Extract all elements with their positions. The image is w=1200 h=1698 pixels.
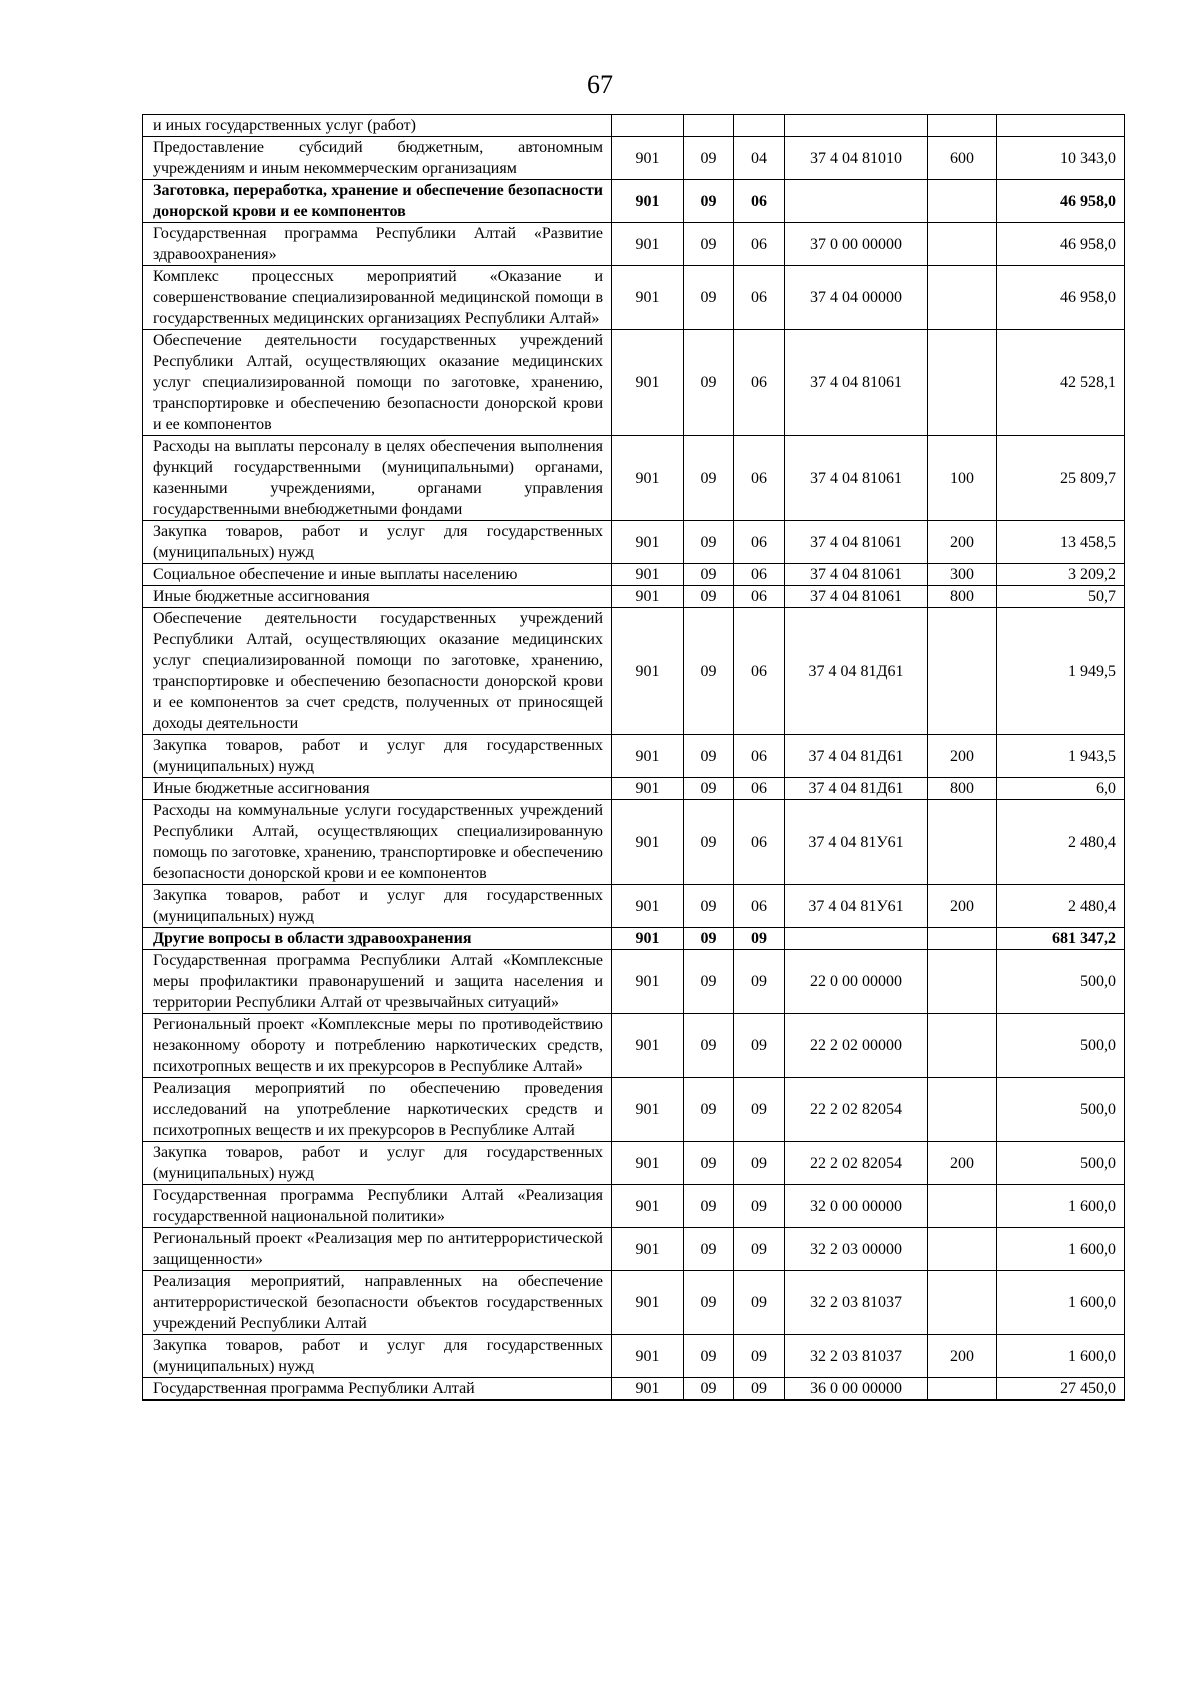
row-subsection-code: 06 (734, 778, 785, 800)
row-amount: 1 600,0 (997, 1271, 1125, 1335)
table-row (143, 1378, 1125, 1401)
row-ved-code: 901 (612, 436, 684, 521)
row-target-article: 37 4 04 81У61 (785, 885, 928, 928)
row-expense-type (928, 180, 997, 223)
row-expense-type (928, 1185, 997, 1228)
row-name: Иные бюджетные ассигнования (143, 778, 612, 800)
row-expense-type (928, 115, 997, 137)
row-expense-type: 200 (928, 735, 997, 778)
table-row (143, 1228, 1125, 1271)
row-subsection-code: 09 (734, 1228, 785, 1271)
row-target-article: 36 0 00 00000 (785, 1378, 928, 1401)
row-expense-type (928, 1378, 997, 1401)
row-subsection-code: 09 (734, 1142, 785, 1185)
row-amount: 500,0 (997, 950, 1125, 1014)
row-target-article: 22 0 00 00000 (785, 950, 928, 1014)
row-section-code: 09 (684, 800, 734, 885)
row-amount: 42 528,1 (997, 330, 1125, 436)
row-ved-code: 901 (612, 778, 684, 800)
row-section-code: 09 (684, 928, 734, 950)
row-amount: 25 809,7 (997, 436, 1125, 521)
row-section-code: 09 (684, 223, 734, 266)
table-row (143, 1142, 1125, 1185)
table-row (143, 928, 1125, 950)
row-name: Государственная программа Республики Алтай «Развитие здравоохранения» (143, 223, 612, 266)
row-section-code: 09 (684, 1078, 734, 1142)
row-name: Расходы на выплаты персоналу в целях обеспечения выполнения функций государственными (муниципальными) органами, казенными учреждениями, органами управления государственными внебюджетными фондами (143, 436, 612, 521)
row-amount: 46 958,0 (997, 266, 1125, 330)
row-target-article (785, 180, 928, 223)
row-amount: 500,0 (997, 1014, 1125, 1078)
row-ved-code: 901 (612, 223, 684, 266)
row-subsection-code: 09 (734, 1014, 785, 1078)
row-name: Государственная программа Республики Алтай «Комплексные меры профилактики правонарушений и защита населения и территории Республики Алтай от чрезвычайных ситуаций» (143, 950, 612, 1014)
row-section-code: 09 (684, 735, 734, 778)
row-section-code: 09 (684, 778, 734, 800)
row-subsection-code: 09 (734, 1271, 785, 1335)
row-subsection-code: 06 (734, 564, 785, 586)
row-section-code: 09 (684, 137, 734, 180)
row-ved-code: 901 (612, 564, 684, 586)
row-expense-type: 200 (928, 885, 997, 928)
row-expense-type: 200 (928, 521, 997, 564)
table-row (143, 1078, 1125, 1142)
row-section-code: 09 (684, 1014, 734, 1078)
row-amount: 500,0 (997, 1078, 1125, 1142)
row-subsection-code: 06 (734, 180, 785, 223)
row-ved-code: 901 (612, 950, 684, 1014)
row-amount: 1 943,5 (997, 735, 1125, 778)
row-section-code: 09 (684, 1335, 734, 1378)
row-expense-type: 200 (928, 1335, 997, 1378)
row-amount: 3 209,2 (997, 564, 1125, 586)
row-amount: 1 600,0 (997, 1185, 1125, 1228)
budget-table (142, 114, 1125, 1401)
row-name: Расходы на коммунальные услуги государственных учреждений Республики Алтай, осуществляющих специализированную помощь по заготовке, хранению, транспортировке и обеспечению безопасности донорской крови и ее компонентов (143, 800, 612, 885)
row-section-code: 09 (684, 1142, 734, 1185)
row-ved-code: 901 (612, 608, 684, 735)
row-ved-code: 901 (612, 137, 684, 180)
row-section-code: 09 (684, 1271, 734, 1335)
row-section-code: 09 (684, 180, 734, 223)
row-target-article: 37 4 04 81061 (785, 521, 928, 564)
row-subsection-code: 06 (734, 885, 785, 928)
row-subsection-code: 06 (734, 223, 785, 266)
row-target-article: 22 2 02 00000 (785, 1014, 928, 1078)
row-name: Заготовка, переработка, хранение и обеспечение безопасности донорской крови и ее компонентов (143, 180, 612, 223)
row-name: Закупка товаров, работ и услуг для государственных (муниципальных) нужд (143, 1142, 612, 1185)
row-subsection-code (734, 115, 785, 137)
row-target-article: 37 4 04 81010 (785, 137, 928, 180)
row-ved-code: 901 (612, 885, 684, 928)
row-expense-type (928, 223, 997, 266)
row-ved-code: 901 (612, 180, 684, 223)
row-section-code: 09 (684, 1378, 734, 1401)
row-expense-type (928, 928, 997, 950)
row-ved-code: 901 (612, 1142, 684, 1185)
row-name: Государственная программа Республики Алтай «Реализация государственной национальной политики» (143, 1185, 612, 1228)
row-ved-code: 901 (612, 1078, 684, 1142)
row-subsection-code: 04 (734, 137, 785, 180)
row-name: Другие вопросы в области здравоохранения (143, 928, 612, 950)
row-subsection-code: 06 (734, 521, 785, 564)
row-amount: 46 958,0 (997, 180, 1125, 223)
row-amount: 6,0 (997, 778, 1125, 800)
row-target-article: 37 4 04 81061 (785, 330, 928, 436)
row-target-article: 32 2 03 00000 (785, 1228, 928, 1271)
row-target-article: 37 4 04 81061 (785, 586, 928, 608)
row-name: Закупка товаров, работ и услуг для государственных (муниципальных) нужд (143, 735, 612, 778)
table-row (143, 608, 1125, 735)
row-expense-type (928, 800, 997, 885)
row-subsection-code: 09 (734, 1378, 785, 1401)
row-target-article: 32 2 03 81037 (785, 1335, 928, 1378)
row-amount: 50,7 (997, 586, 1125, 608)
row-name: Реализация мероприятий по обеспечению проведения исследований на употребление наркотических средств и психотропных веществ и их прекурсоров в Республике Алтай (143, 1078, 612, 1142)
table-row (143, 436, 1125, 521)
row-ved-code: 901 (612, 735, 684, 778)
row-target-article: 37 4 04 81Д61 (785, 735, 928, 778)
table-row (143, 115, 1125, 137)
row-section-code: 09 (684, 1185, 734, 1228)
row-section-code: 09 (684, 564, 734, 586)
row-name: Комплекс процессных мероприятий «Оказание и совершенствование специализированной медицинской помощи в государственных медицинских организациях Республики Алтай» (143, 266, 612, 330)
row-name: Реализация мероприятий, направленных на обеспечение антитеррористической безопасности объектов государственных учреждений Республики Алтай (143, 1271, 612, 1335)
row-target-article: 37 4 04 81061 (785, 436, 928, 521)
table-row (143, 564, 1125, 586)
row-amount: 681 347,2 (997, 928, 1125, 950)
row-section-code: 09 (684, 885, 734, 928)
row-target-article: 22 2 02 82054 (785, 1142, 928, 1185)
row-ved-code: 901 (612, 928, 684, 950)
row-amount: 27 450,0 (997, 1378, 1125, 1401)
table-row (143, 885, 1125, 928)
row-expense-type: 200 (928, 1142, 997, 1185)
row-target-article: 37 4 04 81061 (785, 564, 928, 586)
row-name: Региональный проект «Комплексные меры по противодействию незаконному обороту и потреблению наркотических средств, психотропных веществ и их прекурсоров в Республике Алтай» (143, 1014, 612, 1078)
row-subsection-code: 06 (734, 800, 785, 885)
row-target-article: 32 0 00 00000 (785, 1185, 928, 1228)
row-section-code (684, 115, 734, 137)
table-row (143, 137, 1125, 180)
row-amount: 10 343,0 (997, 137, 1125, 180)
row-expense-type: 300 (928, 564, 997, 586)
row-subsection-code: 06 (734, 436, 785, 521)
row-target-article: 32 2 03 81037 (785, 1271, 928, 1335)
row-ved-code: 901 (612, 1271, 684, 1335)
table-row (143, 521, 1125, 564)
row-ved-code: 901 (612, 586, 684, 608)
row-expense-type (928, 1014, 997, 1078)
row-subsection-code: 06 (734, 266, 785, 330)
row-amount: 13 458,5 (997, 521, 1125, 564)
row-ved-code: 901 (612, 1378, 684, 1401)
row-ved-code: 901 (612, 1185, 684, 1228)
row-name: Обеспечение деятельности государственных учреждений Республики Алтай, осуществляющих оказание медицинских услуг специализированной помощи по заготовке, хранению, транспортировке и обеспечению безопасности донорской крови и ее компонентов за счет средств, полученных от приносящей доходы деятельности (143, 608, 612, 735)
row-expense-type (928, 608, 997, 735)
row-ved-code (612, 115, 684, 137)
row-name: Социальное обеспечение и иные выплаты населению (143, 564, 612, 586)
row-subsection-code: 09 (734, 950, 785, 1014)
table-body (143, 115, 1125, 1401)
row-expense-type (928, 1078, 997, 1142)
row-name: Иные бюджетные ассигнования (143, 586, 612, 608)
row-expense-type (928, 1228, 997, 1271)
table-row (143, 800, 1125, 885)
row-amount: 2 480,4 (997, 800, 1125, 885)
row-name: Региональный проект «Реализация мер по антитеррористической защищенности» (143, 1228, 612, 1271)
table-row (143, 1185, 1125, 1228)
row-section-code: 09 (684, 586, 734, 608)
row-section-code: 09 (684, 608, 734, 735)
table-row (143, 586, 1125, 608)
row-amount: 2 480,4 (997, 885, 1125, 928)
table-row (143, 223, 1125, 266)
row-ved-code: 901 (612, 1335, 684, 1378)
table-row (143, 330, 1125, 436)
row-expense-type: 100 (928, 436, 997, 521)
row-expense-type (928, 330, 997, 436)
row-name: Предоставление субсидий бюджетным, автономным учреждениям и иным некоммерческим организациям (143, 137, 612, 180)
table-row (143, 1271, 1125, 1335)
row-target-article: 37 0 00 00000 (785, 223, 928, 266)
row-target-article: 37 4 04 00000 (785, 266, 928, 330)
row-ved-code: 901 (612, 521, 684, 564)
table-row (143, 735, 1125, 778)
row-name: Обеспечение деятельности государственных учреждений Республики Алтай, осуществляющих оказание медицинских услуг специализированной помощи по заготовке, хранению, транспортировке и обеспечению безопасности донорской крови и ее компонентов (143, 330, 612, 436)
row-section-code: 09 (684, 330, 734, 436)
row-ved-code: 901 (612, 266, 684, 330)
row-expense-type (928, 1271, 997, 1335)
row-subsection-code: 09 (734, 1185, 785, 1228)
row-ved-code: 901 (612, 1228, 684, 1271)
row-target-article: 22 2 02 82054 (785, 1078, 928, 1142)
row-section-code: 09 (684, 521, 734, 564)
row-section-code: 09 (684, 436, 734, 521)
row-section-code: 09 (684, 266, 734, 330)
row-subsection-code: 09 (734, 1335, 785, 1378)
row-amount: 1 949,5 (997, 608, 1125, 735)
table-row (143, 266, 1125, 330)
row-expense-type: 800 (928, 586, 997, 608)
table-row (143, 180, 1125, 223)
row-subsection-code: 06 (734, 608, 785, 735)
row-subsection-code: 09 (734, 928, 785, 950)
row-ved-code: 901 (612, 1014, 684, 1078)
table-row (143, 1014, 1125, 1078)
row-subsection-code: 06 (734, 330, 785, 436)
row-name: Закупка товаров, работ и услуг для государственных (муниципальных) нужд (143, 521, 612, 564)
row-target-article: 37 4 04 81Д61 (785, 778, 928, 800)
row-amount: 1 600,0 (997, 1335, 1125, 1378)
row-subsection-code: 06 (734, 735, 785, 778)
row-target-article: 37 4 04 81Д61 (785, 608, 928, 735)
table-row (143, 950, 1125, 1014)
row-amount (997, 115, 1125, 137)
row-amount: 500,0 (997, 1142, 1125, 1185)
row-subsection-code: 06 (734, 586, 785, 608)
page-number: 67 (587, 70, 613, 99)
row-name: и иных государственных услуг (работ) (143, 115, 612, 137)
table-row (143, 778, 1125, 800)
row-expense-type: 600 (928, 137, 997, 180)
row-amount: 1 600,0 (997, 1228, 1125, 1271)
row-section-code: 09 (684, 1228, 734, 1271)
row-amount: 46 958,0 (997, 223, 1125, 266)
row-name: Закупка товаров, работ и услуг для государственных (муниципальных) нужд (143, 1335, 612, 1378)
row-expense-type (928, 950, 997, 1014)
row-expense-type: 800 (928, 778, 997, 800)
row-expense-type (928, 266, 997, 330)
row-section-code: 09 (684, 950, 734, 1014)
row-ved-code: 901 (612, 330, 684, 436)
table-row (143, 1335, 1125, 1378)
row-name: Государственная программа Республики Алтай (143, 1378, 612, 1401)
row-subsection-code: 09 (734, 1078, 785, 1142)
row-ved-code: 901 (612, 800, 684, 885)
row-target-article (785, 115, 928, 137)
row-target-article (785, 928, 928, 950)
row-target-article: 37 4 04 81У61 (785, 800, 928, 885)
row-name: Закупка товаров, работ и услуг для государственных (муниципальных) нужд (143, 885, 612, 928)
